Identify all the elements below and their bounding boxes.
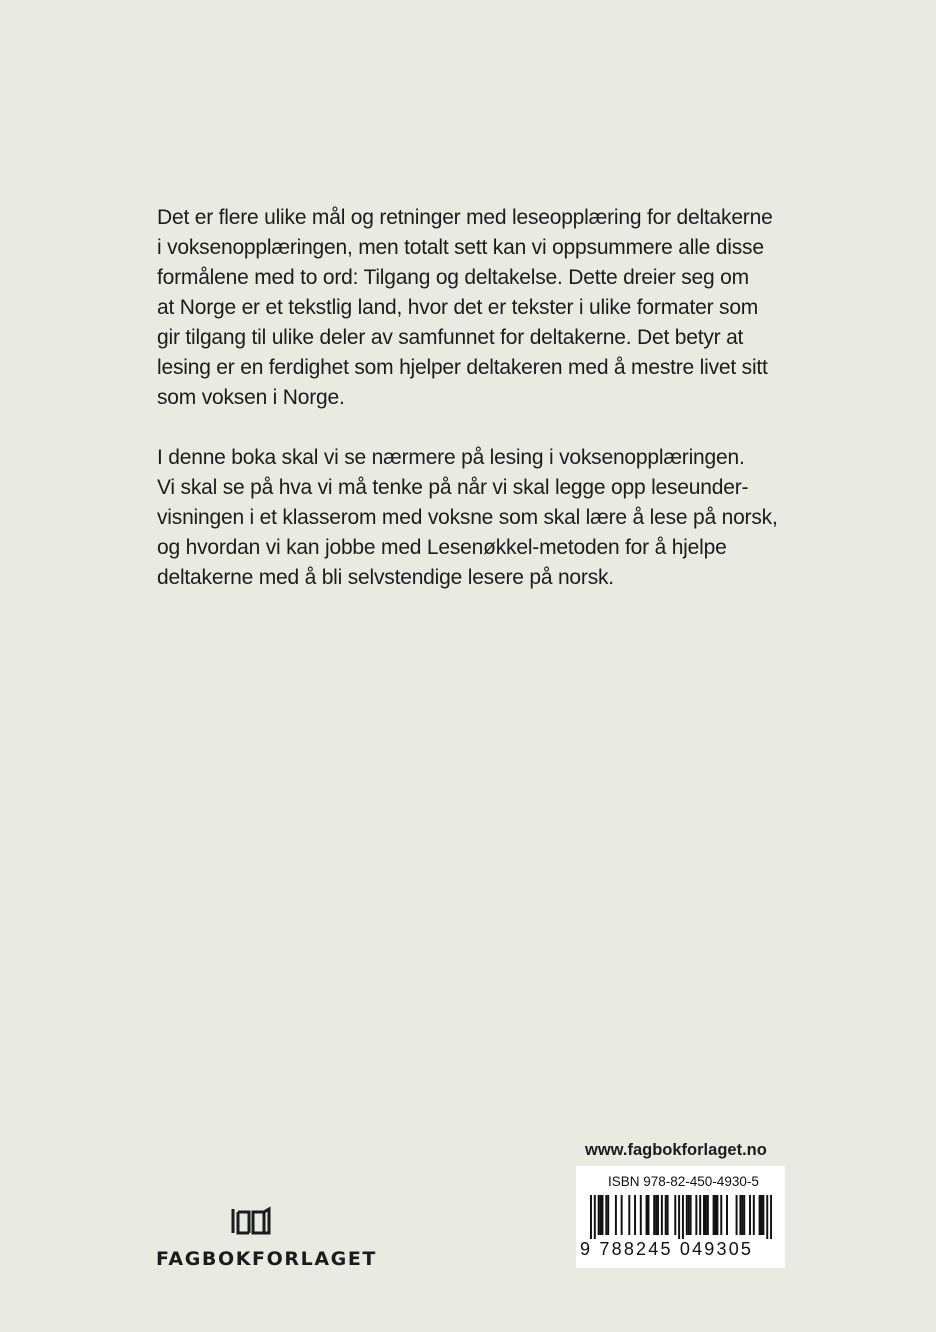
barcode-bar [678,1195,680,1239]
barcode-bar [665,1195,667,1235]
blurb-line: Vi skal se på hva vi må tenke på når vi skal legge opp leseunder- [157,476,749,499]
barcode-bar [762,1195,764,1235]
barcode-bar [640,1195,642,1235]
barcode-bar [600,1195,602,1235]
barcode-bar [770,1195,772,1239]
barcode-bar [590,1195,592,1239]
barcode-bar [749,1195,751,1235]
barcode-bar [634,1195,636,1235]
blurb-line: som voksen i Norge. [157,386,345,409]
barcode-bar [601,1195,603,1235]
barcode-bar [647,1195,649,1235]
barcode-bar [726,1195,728,1235]
barcode-bar [713,1195,715,1235]
barcode-bar [674,1195,676,1235]
barcode-bar [615,1195,617,1235]
isbn-barcode-block [576,1166,785,1268]
barcode-bar [686,1195,688,1235]
blurb-paragraph-2 [157,443,797,593]
barcode-bar [690,1195,692,1235]
barcode-bar [715,1195,717,1235]
barcode-bar [720,1195,722,1235]
barcode-bar [594,1195,596,1239]
barcode-bar [621,1195,623,1235]
barcode-bar [667,1195,669,1235]
barcode-bar [739,1195,741,1235]
barcode-bar [655,1195,657,1235]
publisher-name: FAGBOKFORLAGET [156,1248,377,1270]
blurb-line: Det er flere ulike mål og retninger med leseopplæring for deltakerne [157,206,773,229]
barcode-bar [682,1195,684,1239]
barcode-bar [736,1195,738,1235]
publisher-website-link[interactable]: www.fagbokforlaget.no [585,1141,767,1159]
barcode-bar [759,1195,761,1235]
barcode-bar [653,1195,655,1235]
barcode-bar [766,1195,768,1239]
back-cover-blurb [157,203,797,623]
barcode-bar [741,1195,743,1235]
barcode-bar [646,1195,648,1235]
blurb-line: i voksenopplæringen, men totalt sett kan vi oppsummere alle disse [157,236,764,259]
barcode-bar [628,1195,630,1235]
blurb-paragraph-1 [157,203,797,413]
barcode-bar [695,1195,697,1235]
barcode-bar [705,1195,707,1235]
blurb-line: og hvordan vi kan jobbe med Lesenøkkel-metoden for å hjelpe [157,536,727,559]
barcode-bar [743,1195,745,1235]
publisher-logo [156,1206,377,1276]
barcode-bar [657,1195,659,1235]
barcode-icon [590,1195,772,1239]
blurb-line: formålene med to ord: Tilgang og deltakelse. Dette dreier seg om [157,266,749,289]
blurb-line: I denne boka skal vi se nærmere på lesing i voksenopplæringen. [157,446,745,469]
barcode-bar [699,1195,701,1235]
barcode-bar [753,1195,755,1235]
isbn-label: ISBN 978-82-450-4930-5 [608,1174,759,1189]
barcode-bar [707,1195,709,1235]
barcode-bar [605,1195,607,1235]
barcode-digits: 9 788245 049305 [580,1239,754,1259]
blurb-line: gir tilgang til ulike deler av samfunnet for deltakerne. Det betyr at [157,326,744,349]
blurb-line: deltakerne med å bli selvstendige lesere på norsk. [157,566,614,589]
barcode-bar [661,1195,663,1235]
barcode-bar [703,1195,705,1235]
open-book-logo-icon [230,1206,272,1236]
blurb-line: at Norge er et tekstlig land, hvor det er tekster i ulike formater som [157,296,759,319]
barcode-bar [607,1195,609,1235]
barcode-bar [598,1195,600,1235]
blurb-line: visningen i et klasserom med voksne som skal lære å lese på norsk, [157,506,778,529]
barcode-bar [688,1195,690,1235]
barcode-bar [761,1195,763,1235]
barcode-bar [716,1195,718,1235]
blurb-line: lesing er en ferdighet som hjelper deltakeren med å mestre livet sitt [157,356,768,379]
